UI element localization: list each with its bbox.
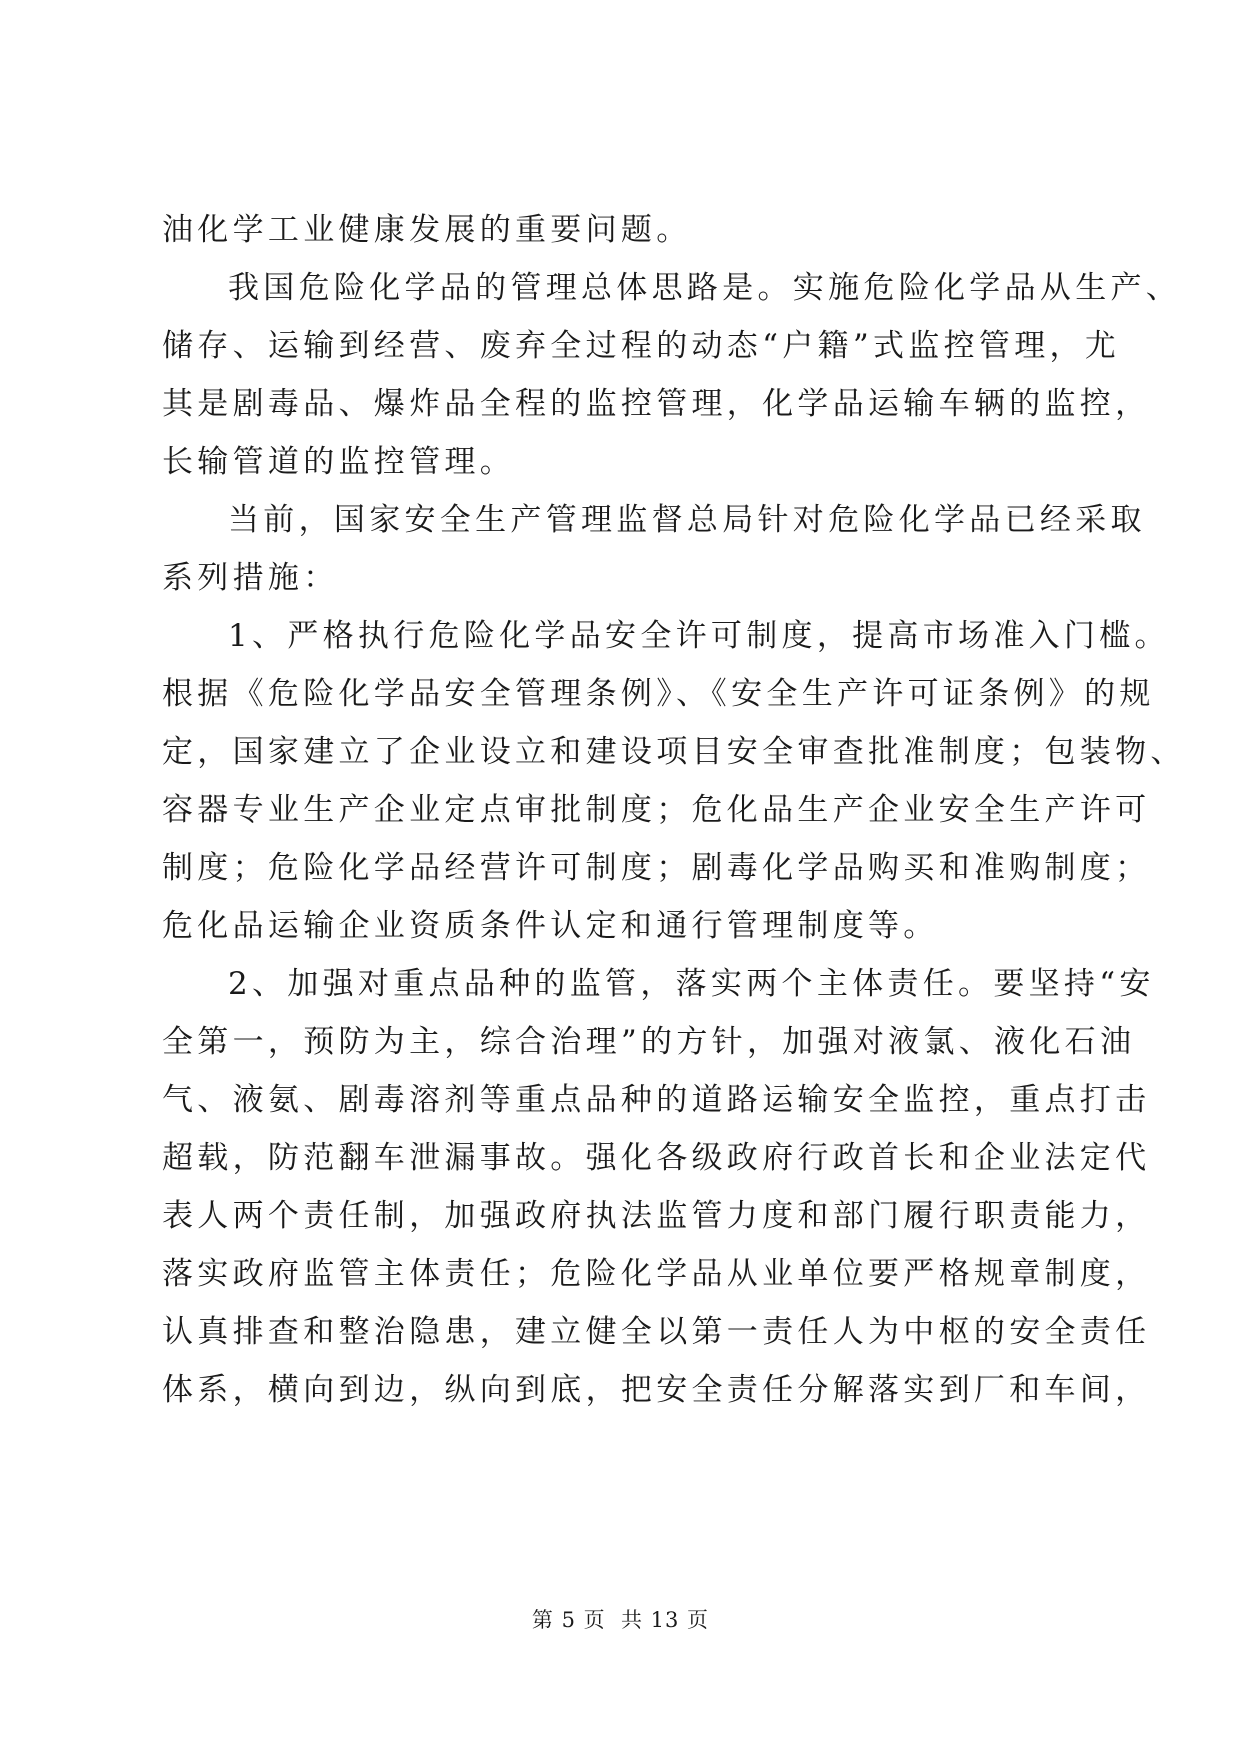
text-line: 长输管道的监控管理。 — [162, 444, 515, 480]
text-line: 表人两个责任制，加强政府执法监管力度和部门履行职责能力， — [162, 1198, 1151, 1234]
text-line: 储存、运输到经营、废弃全过程的动态“户籍”式监控管理，尤 — [162, 328, 1121, 364]
text-line: 全第一，预防为主，综合治理”的方针，加强对液氯、液化石油 — [162, 1024, 1136, 1060]
text-line: 制度；危险化学品经营许可制度；剧毒化学品购买和准购制度； — [162, 850, 1151, 886]
text-line: 当前，国家安全生产管理监督总局针对危险化学品已经采取 — [228, 502, 1146, 538]
page-footer: 第 5 页 共 13 页 — [531, 1608, 710, 1632]
text-line: 其是剧毒品、爆炸品全程的监控管理，化学品运输车辆的监控， — [162, 386, 1151, 422]
text-line: 体系，横向到边，纵向到底，把安全责任分解落实到厂和车间， — [162, 1372, 1151, 1408]
text-line: 危化品运输企业资质条件认定和通行管理制度等。 — [162, 908, 939, 944]
text-line: 落实政府监管主体责任；危险化学品从业单位要严格规章制度， — [162, 1256, 1151, 1292]
text-line: 我国危险化学品的管理总体思路是。实施危险化学品从生产、 — [228, 270, 1182, 306]
text-line: 气、液氨、剧毒溶剂等重点品种的道路运输安全监控，重点打击 — [162, 1082, 1151, 1118]
text-line: 根据《危险化学品安全管理条例》、《安全生产许可证条例》的规 — [162, 676, 1155, 712]
text-line: 定，国家建立了企业设立和建设项目安全审查批准制度；包装物、 — [162, 734, 1186, 770]
text-line: 1、严格执行危险化学品安全许可制度，提高市场准入门槛。 — [228, 618, 1170, 654]
text-line: 容器专业生产企业定点审批制度；危化品生产企业安全生产许可 — [162, 792, 1151, 828]
text-line: 认真排查和整治隐患，建立健全以第一责任人为中枢的安全责任 — [162, 1314, 1151, 1350]
text-line: 油化学工业健康发展的重要问题。 — [162, 212, 692, 248]
text-line: 系列措施： — [162, 560, 339, 596]
text-line: 2、加强对重点品种的监管，落实两个主体责任。要坚持“安 — [228, 966, 1155, 1002]
text-line: 超载，防范翻车泄漏事故。强化各级政府行政首长和企业法定代 — [162, 1140, 1151, 1176]
